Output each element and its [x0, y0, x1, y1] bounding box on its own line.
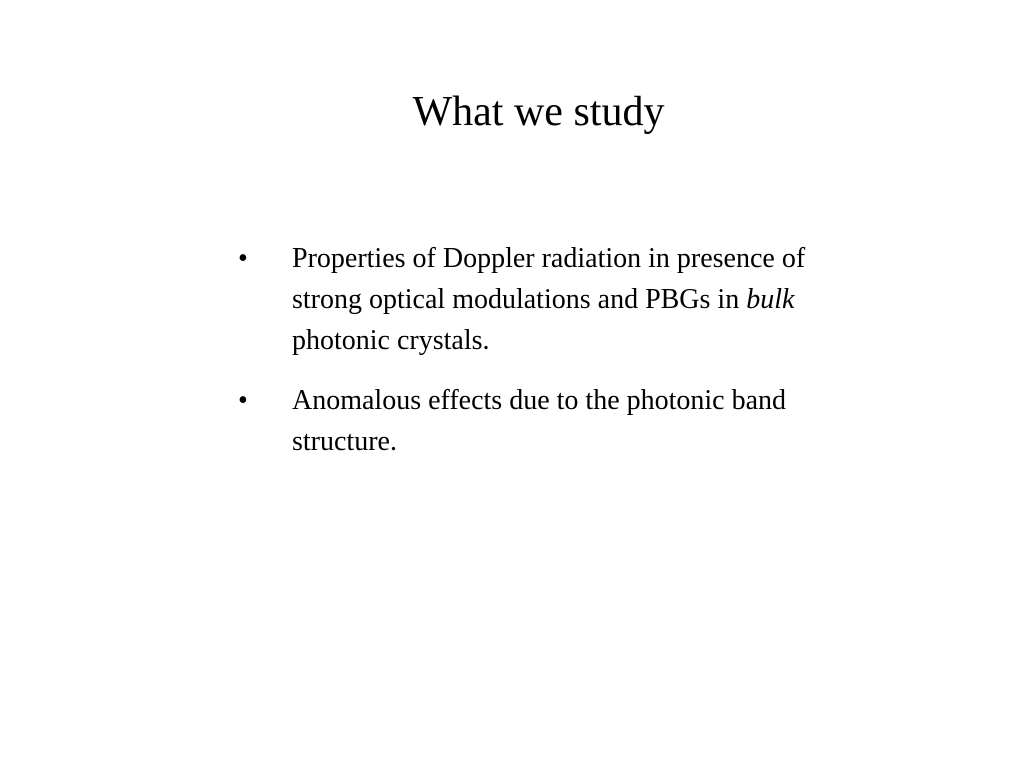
bullet-text: [292, 243, 805, 356]
bullet-text-part: photonic crystals.: [292, 325, 490, 356]
bullet-text-part: Properties of Doppler radiation in presence of strong optical modulations and PBGs in: [292, 243, 806, 315]
slide-title: What we study: [412, 89, 665, 135]
bullet-dot-icon: •: [238, 243, 248, 274]
bullet-list: [238, 238, 838, 481]
bullet-item-doppler: [238, 238, 838, 361]
bullet-item-anomalous: [238, 380, 838, 462]
bullet-dot-icon: •: [238, 385, 248, 416]
bullet-text-italic: bulk: [746, 284, 795, 315]
bullet-text: Anomalous effects due to the photonic band structure.: [292, 385, 787, 457]
